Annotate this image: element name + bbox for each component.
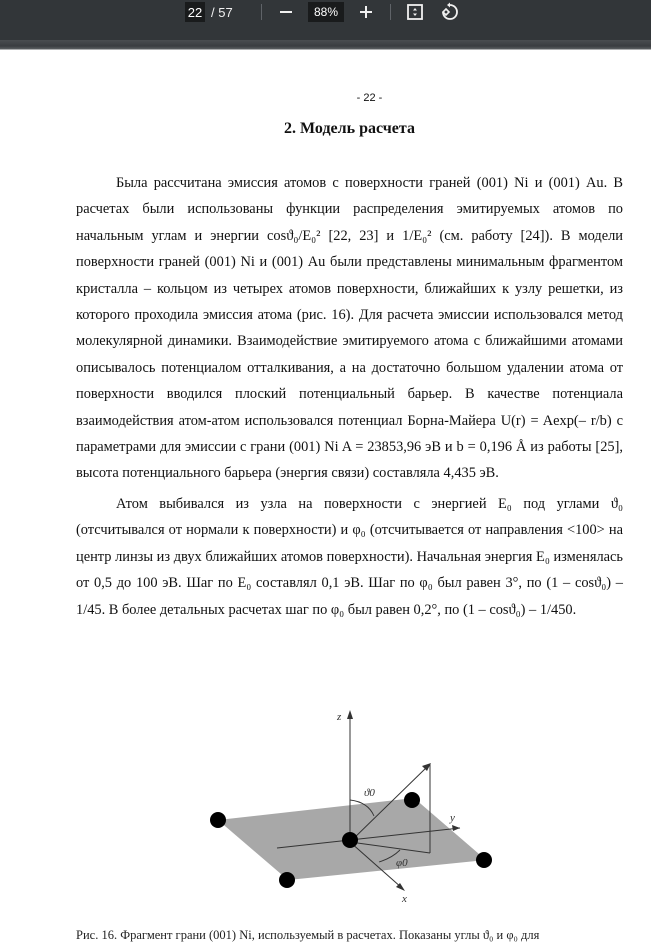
minus-icon xyxy=(279,5,293,19)
document-body xyxy=(76,170,623,623)
toolbar-shadow xyxy=(0,40,651,50)
fit-page-button[interactable] xyxy=(405,2,425,22)
phi-label: φ0 xyxy=(396,857,408,869)
page-number-input[interactable]: 22 xyxy=(185,2,205,22)
zoom-out-button[interactable] xyxy=(276,2,296,22)
page-number-text: - 22 - xyxy=(356,92,383,104)
y-axis-label: y xyxy=(450,812,455,824)
rotate-button[interactable] xyxy=(439,2,459,22)
z-axis-label: z xyxy=(337,711,342,723)
toolbar-controls xyxy=(185,1,459,23)
plus-icon xyxy=(359,5,373,19)
figure-16 xyxy=(190,690,510,920)
crystal-fragment-diagram xyxy=(190,690,510,920)
toolbar-divider xyxy=(390,4,391,20)
rotate-icon xyxy=(439,2,459,22)
paragraph-2: Атом выбивался из узла на поверхности с энергией E₀ под углами ϑ₀ (отсчитывался от нормали к поверхности) и φ₀ (отсчитывается от направления <100> на центр линзы из двух ближайших атомов поверхности). Начальная энергия E₀ изменялась от 0,5 до 100 эВ. Шаг по E₀ составлял 0,1 эВ. Шаг по φ₀ был равен 3°, по (1 – cosϑ₀) – 1/45. В более детальных расчетах шаг по φ₀ был равен 0,2°, по (1 – cosϑ₀) – 1/450. xyxy=(76,495,623,618)
x-axis-label: x xyxy=(402,893,407,905)
page-number-label xyxy=(0,92,651,104)
page-total: / 57 xyxy=(211,4,233,20)
theta-label: ϑ0 xyxy=(364,787,375,799)
section-heading: 2. Модель расчета xyxy=(284,120,415,137)
paragraph-1: Была рассчитана эмиссия атомов с поверхности граней (001) Ni и (001) Au. В расчетах были использованы функции распределения эмитируемых атомов по начальным углам и энергии cosϑ₀/E₀² [22, 23] и 1/E₀² (см. работу [24]). В модели поверхности граней (001) Ni и (001) Au были представлены минимальным фрагментом кристалла – кольцом из четырех атомов поверхности, ближайших к узлу решетки, из которого проходила эмиссия атома (рис. 16). Для расчета эмиссии использовался метод молекулярной динамики. Взаимодействие эмитируемого атома с ближайшими атомами описывалось потенциалом отталкивания, а на достаточно большом удалении атома от поверхности вводился плоский потенциальный барьер. В качестве потенциала взаимодействия атом-атом использовался потенциал Борна-Майера U(r) = Aexp(– r/b) с параметрами для эмиссии с грани (001) Ni A = 23853,96 эВ и b = 0,196 Å из работы [25], высота потенциального барьера (энергия связи) составляла 4,435 эВ. xyxy=(76,175,623,482)
toolbar-divider xyxy=(261,4,262,20)
pdf-toolbar xyxy=(0,0,651,40)
fit-page-icon xyxy=(406,3,424,21)
zoom-level-input[interactable]: 88% xyxy=(308,2,344,22)
figure-caption: Рис. 16. Фрагмент грани (001) Ni, используемый в расчетах. Показаны углы ϑ₀ и φ₀ для xyxy=(76,928,540,942)
zoom-in-button[interactable] xyxy=(356,2,376,22)
